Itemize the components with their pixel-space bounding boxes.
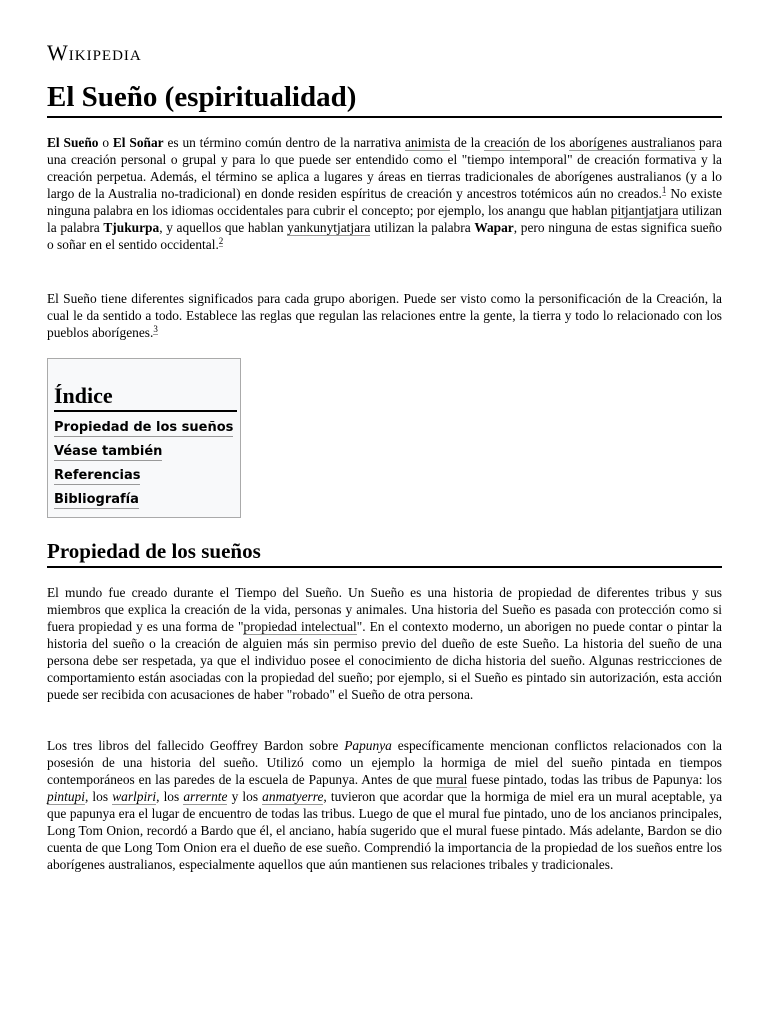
text: para una creación personal o grupal y para lo que puede ser entendido como el "tiempo intemporal" de creación formativa y la creación perpetua. Además, el término se aplica a lugares y áreas en tierras tradicionales de aborígenes australianos (y a lo largo de la Australia no-tradicional) en donde residen espíritus de creación y ancestros totémicos aún no creados. [47, 135, 723, 201]
link-pintupi[interactable]: pintupi [47, 789, 85, 804]
text: de la [450, 135, 485, 150]
reference-3[interactable]: 3 [153, 323, 158, 334]
link-animista[interactable]: animista [404, 135, 451, 150]
link-arrernte[interactable]: arrernte [183, 789, 228, 804]
section-paragraph-1 [47, 584, 722, 703]
wikipedia-logo[interactable]: Wikipedia [47, 40, 142, 65]
link-propiedad-intelectual[interactable]: propiedad intelectual [243, 619, 357, 634]
reference-2[interactable]: 2 [218, 235, 224, 246]
toc-title: Índice [54, 383, 237, 412]
text: No existe ninguna palabra en los idiomas occidentales para cubrir el concepto; por ejemplo, los anangu que hablan [47, 186, 723, 218]
text: o [98, 135, 113, 150]
text: es un término común dentro de la narrativa [163, 135, 405, 150]
intro-paragraph-1 [47, 134, 722, 253]
text: Los tres libros del fallecido Geoffrey Bardon sobre [47, 738, 345, 753]
link-pitjantjatjara[interactable]: pitjantjatjara [610, 203, 679, 218]
text: , pero ninguna de estas significa sueño o soñar en el sentido occidental. [47, 220, 722, 252]
text: de los [529, 135, 570, 150]
text: El mundo fue creado durante el Tiempo del Sueño. Un Sueño es una historia de propiedad de diferentes tribus y sus miembros que explica la creación de la vida, personas y animales. Una historia del Sueño es pasada con protección como si fuera propiedad y es una forma de " [47, 585, 722, 634]
link-aborigenes-australianos[interactable]: aborígenes australianos [569, 135, 696, 150]
link-anmatyerre[interactable]: anmatyerre [262, 789, 324, 804]
bold-term-el-sonar: El Soñar [112, 135, 164, 150]
toc-item-vease-tambien[interactable]: Véase también [54, 444, 163, 459]
toc-item-bibliografia[interactable]: Bibliografía [54, 492, 139, 507]
text: utilizan la palabra [370, 220, 475, 235]
text: ". En el contexto moderno, un aborigen no puede contar o pintar la historia del sueño o la creación de alguien más sin permiso previo del dueño de este Sueño. La historia del sueño de una persona debe ser respetada, ya que el individuo posee el conocimiento de dicha historia del sueño. Algunas restricciones de comportamiento están asociadas con la propiedad del sueño; por ejemplo, si el Sueño es pintado sin autorización, esta acción puede ser recibida con acusaciones de haber "robado" el Sueño de otra persona. [47, 619, 722, 702]
text: fuese pintado, todas las tribus de Papunya: los [467, 772, 722, 787]
toc-item-propiedad[interactable]: Propiedad de los sueños [54, 420, 234, 435]
toc-item-referencias[interactable]: Referencias [54, 468, 141, 483]
text: específicamente mencionan conflictos relacionados con la posesión de una historia del sueño. Utilizó como un ejemplo la hormiga de miel del sueño pintada en tiempos contemporáneos en las paredes de la escuela de Papunya. Antes de que [47, 738, 722, 787]
link-mural[interactable]: mural [436, 772, 468, 787]
text: , tuvieron que acordar que la hormiga de miel era un mural aceptable, ya que papunya era el lugar de encuentro de todas las tribus. Luego de que el mural fue pintado, uno de los ancianos principales, Long Tom Onion, recordó a Bardo que él, el anciano, había sugerido que el mural fuese pintado. Más adelante, Bardon se dio cuenta de que Long Tom Onion era el dueño de ese sueño. Comprendió la importancia de la propiedad de los sueños entre los aborígenes australianos, especialmente aquellos que aún mantienen sus relaciones tribales y tradicionales. [47, 789, 723, 872]
italic-term-papunya: Papunya [344, 738, 392, 753]
link-creacion[interactable]: creación [484, 135, 530, 150]
intro-paragraph-2 [47, 290, 722, 341]
bold-term-wapar: Wapar [474, 220, 514, 235]
section-heading-propiedad: Propiedad de los sueños [47, 538, 722, 568]
text: , los [84, 789, 113, 804]
bold-term-el-sueno: El Sueño [47, 135, 99, 150]
text: , y aquellos que hablan [159, 220, 288, 235]
section-paragraph-2 [47, 737, 722, 873]
text: y los [227, 789, 263, 804]
text: El Sueño tiene diferentes significados para cada grupo aborigen. Puede ser visto como la personificación de la Creación, la cual le da sentido a todo. Establece las reglas que regulan las relaciones entre la gente, la tierra y todo lo relacionado con los pueblos aborígenes. [47, 291, 722, 340]
link-yankunytjatjara[interactable]: yankunytjatjara [287, 220, 371, 235]
text: , los [156, 789, 184, 804]
page-title: El Sueño (espiritualidad) [47, 80, 722, 118]
table-of-contents [47, 358, 241, 518]
bold-term-tjukurpa: Tjukurpa [103, 220, 160, 235]
reference-1[interactable]: 1 [661, 184, 667, 195]
link-warlpiri[interactable]: warlpiri [112, 789, 157, 804]
text: utilizan la palabra [47, 203, 722, 235]
